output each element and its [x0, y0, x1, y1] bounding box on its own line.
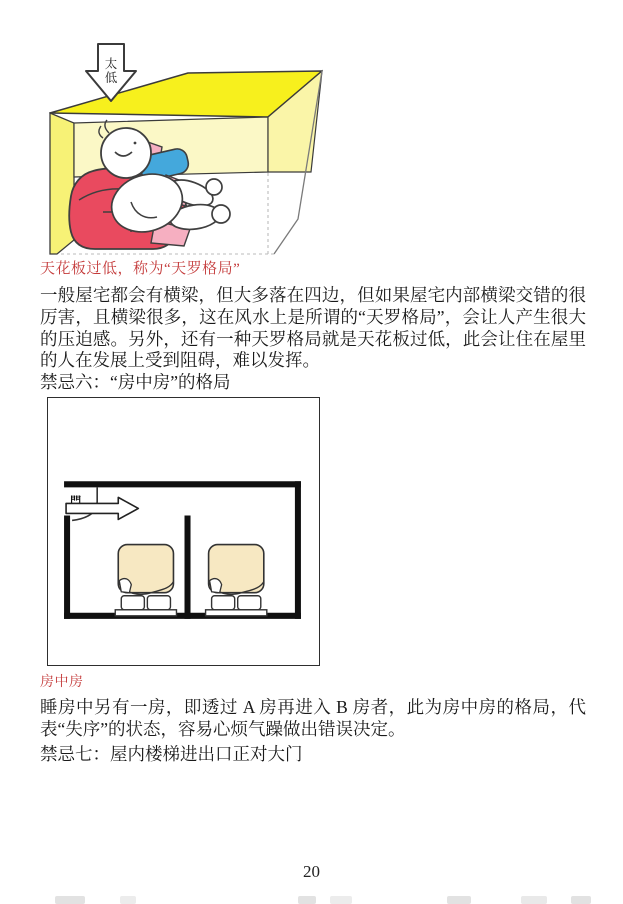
arrow-label: 太低: [104, 57, 118, 85]
foot-lower: [212, 205, 230, 223]
section7-heading: 禁忌七：屋内楼梯进出口正对大门: [40, 744, 303, 764]
section6-heading: 禁忌六：“房中房”的格局: [40, 372, 231, 392]
face-dot: [134, 142, 137, 145]
figure2-caption: 房中房: [40, 675, 84, 690]
figure-room-in-room: [47, 397, 320, 666]
figure-low-ceiling: [45, 42, 335, 258]
head: [101, 128, 151, 178]
figure1-caption: 天花板过低，称为“天罗格局”: [40, 261, 241, 277]
door-label: 門: [70, 495, 82, 508]
bed-room-a: [115, 545, 176, 616]
section6-paragraph: 一般屋宅都会有横梁，但大多落在四边，但如果屋宅内部横梁交错的很厉害，且横梁很多，这在风水上是所谓的“天罗格局”，会让人产生很大的压迫感。另外，还有一种天罗格局就是天花板过低，此会让住在屋里的人在发展上受到阻碍，难以发挥。: [40, 285, 586, 371]
foot-upper: [206, 179, 222, 195]
page-number: 20: [303, 862, 320, 881]
bed-room-b: [206, 545, 267, 616]
low-ceiling-drawing: [45, 42, 335, 258]
floor-plan-drawing: [48, 398, 319, 665]
section7-paragraph: 睡房中另有一房，即透过 A 房再进入 B 房者，此为房中房的格局，代表“失序”的状态，容易心烦气躁做出错误决定。: [40, 697, 586, 739]
